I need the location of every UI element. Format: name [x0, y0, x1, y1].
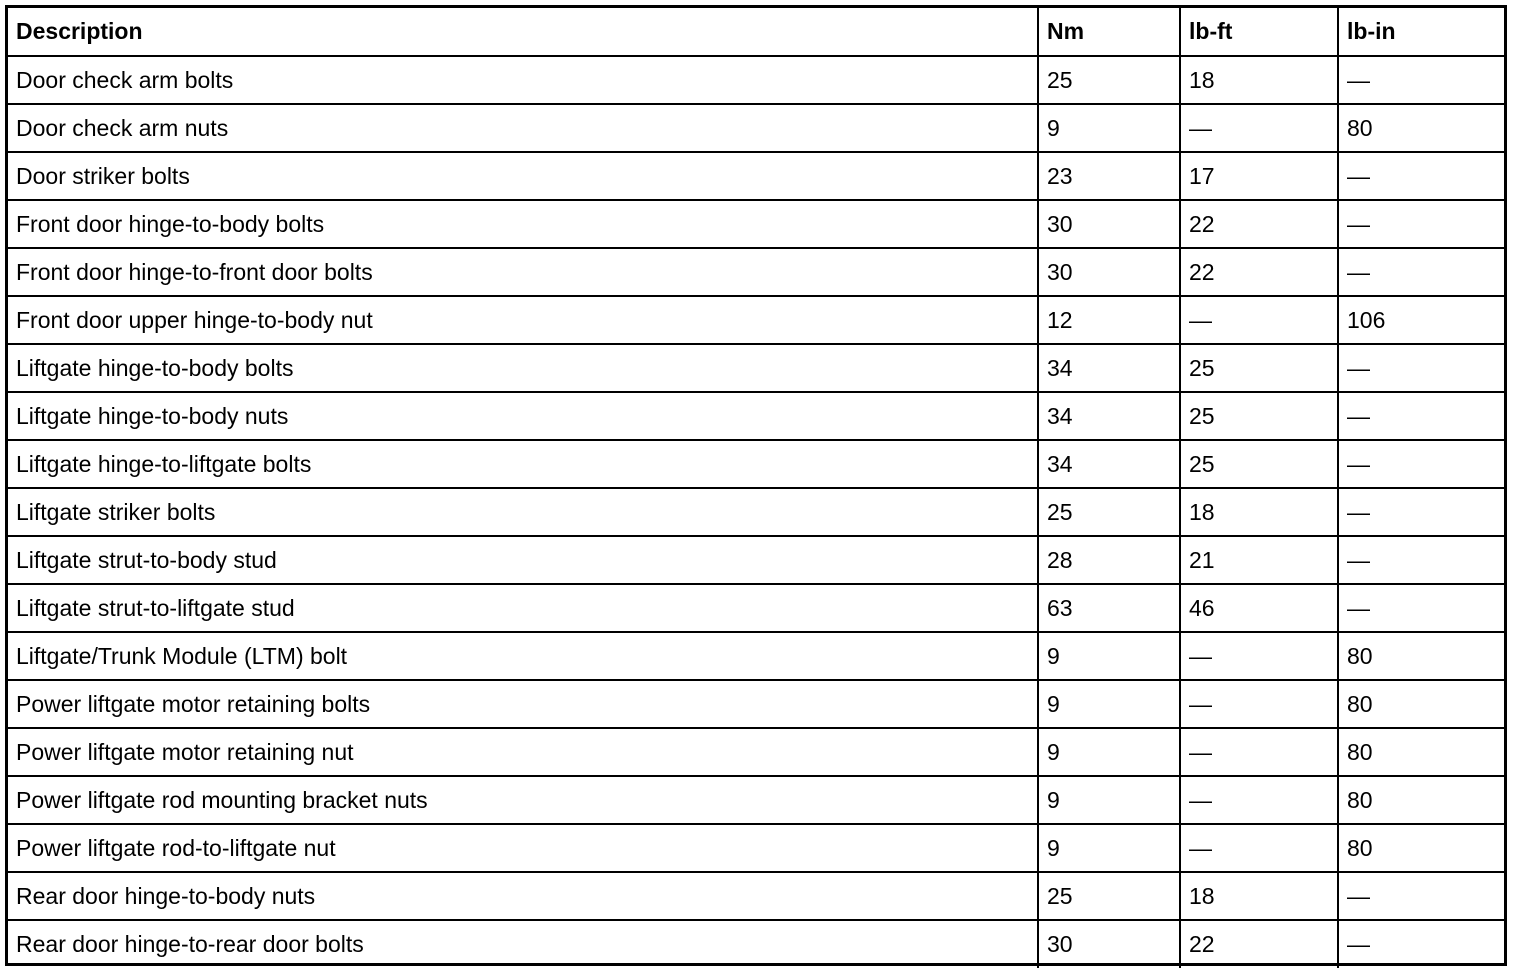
table-row: [8, 104, 1504, 152]
table-row: [8, 680, 1504, 728]
nm-cell: 25: [1038, 488, 1180, 536]
lb-ft-cell: 21: [1180, 536, 1338, 584]
lb-ft-cell: 22: [1180, 200, 1338, 248]
description-cell: Liftgate strut-to-liftgate stud: [8, 584, 1038, 632]
lb-in-cell: —: [1338, 536, 1504, 584]
lb-in-cell: 80: [1338, 632, 1504, 680]
table-row: [8, 440, 1504, 488]
description-cell: Power liftgate motor retaining bolts: [8, 680, 1038, 728]
lb-ft-cell: 18: [1180, 56, 1338, 104]
description-cell: Rear door hinge-to-body nuts: [8, 872, 1038, 920]
nm-cell: 9: [1038, 680, 1180, 728]
table-row: [8, 872, 1504, 920]
table-row: [8, 776, 1504, 824]
lb-in-cell: —: [1338, 344, 1504, 392]
table-row: [8, 488, 1504, 536]
nm-cell: 9: [1038, 776, 1180, 824]
description-cell: Power liftgate motor retaining nut: [8, 728, 1038, 776]
lb-in-cell: 80: [1338, 776, 1504, 824]
table-row: [8, 152, 1504, 200]
table-body: [8, 56, 1504, 968]
nm-cell: 34: [1038, 344, 1180, 392]
lb-in-cell: —: [1338, 872, 1504, 920]
description-cell: Liftgate hinge-to-liftgate bolts: [8, 440, 1038, 488]
table-row: [8, 200, 1504, 248]
nm-cell: 34: [1038, 440, 1180, 488]
nm-cell: 34: [1038, 392, 1180, 440]
header-description: Description: [8, 8, 1038, 56]
lb-in-cell: —: [1338, 152, 1504, 200]
lb-in-cell: 106: [1338, 296, 1504, 344]
nm-cell: 30: [1038, 200, 1180, 248]
lb-in-cell: 80: [1338, 680, 1504, 728]
lb-ft-cell: —: [1180, 104, 1338, 152]
description-cell: Liftgate striker bolts: [8, 488, 1038, 536]
description-cell: Liftgate hinge-to-body nuts: [8, 392, 1038, 440]
table-row: [8, 56, 1504, 104]
lb-in-cell: —: [1338, 200, 1504, 248]
lb-ft-cell: —: [1180, 680, 1338, 728]
lb-in-cell: —: [1338, 920, 1504, 968]
nm-cell: 28: [1038, 536, 1180, 584]
table-row: [8, 920, 1504, 968]
table-row: [8, 392, 1504, 440]
nm-cell: 25: [1038, 56, 1180, 104]
lb-in-cell: —: [1338, 56, 1504, 104]
lb-in-cell: 80: [1338, 104, 1504, 152]
nm-cell: 25: [1038, 872, 1180, 920]
description-cell: Liftgate hinge-to-body bolts: [8, 344, 1038, 392]
lb-ft-cell: 22: [1180, 248, 1338, 296]
table-row: [8, 536, 1504, 584]
description-cell: Front door hinge-to-body bolts: [8, 200, 1038, 248]
description-cell: Door striker bolts: [8, 152, 1038, 200]
nm-cell: 9: [1038, 824, 1180, 872]
description-cell: Power liftgate rod mounting bracket nuts: [8, 776, 1038, 824]
table-row: [8, 728, 1504, 776]
description-cell: Front door hinge-to-front door bolts: [8, 248, 1038, 296]
description-cell: Liftgate/Trunk Module (LTM) bolt: [8, 632, 1038, 680]
lb-ft-cell: —: [1180, 776, 1338, 824]
spec-table: [8, 8, 1504, 968]
description-cell: Front door upper hinge-to-body nut: [8, 296, 1038, 344]
header-lb-ft: lb-ft: [1180, 8, 1338, 56]
table-row: [8, 824, 1504, 872]
lb-ft-cell: 22: [1180, 920, 1338, 968]
lb-in-cell: 80: [1338, 824, 1504, 872]
lb-in-cell: 80: [1338, 728, 1504, 776]
lb-ft-cell: —: [1180, 632, 1338, 680]
lb-ft-cell: 17: [1180, 152, 1338, 200]
description-cell: Rear door hinge-to-rear door bolts: [8, 920, 1038, 968]
table-row: [8, 248, 1504, 296]
description-cell: Power liftgate rod-to-liftgate nut: [8, 824, 1038, 872]
table-row: [8, 584, 1504, 632]
description-cell: Door check arm nuts: [8, 104, 1038, 152]
lb-in-cell: —: [1338, 440, 1504, 488]
fastener-torque-table: [5, 5, 1507, 966]
lb-in-cell: —: [1338, 248, 1504, 296]
nm-cell: 30: [1038, 248, 1180, 296]
lb-ft-cell: 25: [1180, 392, 1338, 440]
header-lb-in: lb-in: [1338, 8, 1504, 56]
lb-ft-cell: 18: [1180, 488, 1338, 536]
description-cell: Liftgate strut-to-body stud: [8, 536, 1038, 584]
lb-ft-cell: —: [1180, 728, 1338, 776]
lb-in-cell: —: [1338, 392, 1504, 440]
table-row: [8, 296, 1504, 344]
lb-ft-cell: —: [1180, 296, 1338, 344]
nm-cell: 9: [1038, 104, 1180, 152]
table-row: [8, 344, 1504, 392]
nm-cell: 23: [1038, 152, 1180, 200]
header-row: [8, 8, 1504, 56]
description-cell: Door check arm bolts: [8, 56, 1038, 104]
header-nm: Nm: [1038, 8, 1180, 56]
lb-ft-cell: 25: [1180, 440, 1338, 488]
lb-ft-cell: 46: [1180, 584, 1338, 632]
lb-in-cell: —: [1338, 584, 1504, 632]
nm-cell: 30: [1038, 920, 1180, 968]
lb-ft-cell: —: [1180, 824, 1338, 872]
nm-cell: 9: [1038, 632, 1180, 680]
lb-in-cell: —: [1338, 488, 1504, 536]
lb-ft-cell: 18: [1180, 872, 1338, 920]
table-row: [8, 632, 1504, 680]
nm-cell: 63: [1038, 584, 1180, 632]
lb-ft-cell: 25: [1180, 344, 1338, 392]
nm-cell: 12: [1038, 296, 1180, 344]
nm-cell: 9: [1038, 728, 1180, 776]
